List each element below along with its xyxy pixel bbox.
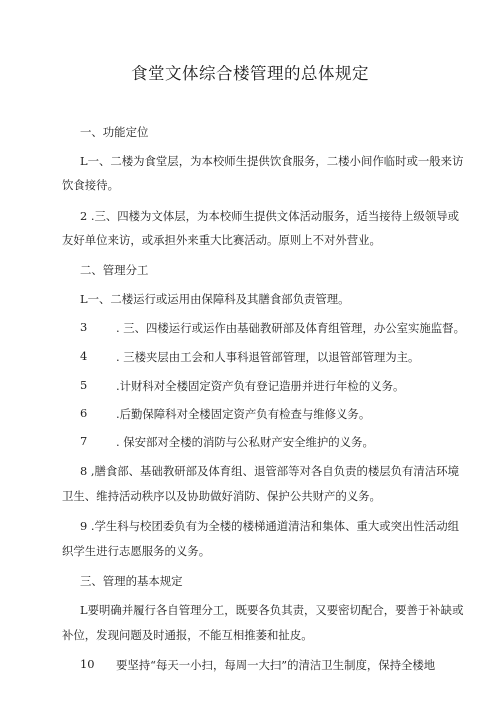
list-item-number: 5 bbox=[80, 378, 88, 392]
document-title: 食堂文体综合楼管理的总体规定 bbox=[131, 64, 369, 83]
paragraph-line: 9 .学生科与校团委负有为全楼的楼梯通道清洁和集体、重大或突出性活动组 bbox=[80, 519, 459, 533]
section-heading-division: 二、管理分工 bbox=[80, 263, 149, 277]
paragraph-line: 8 ,膳食部、基础教研部及体育组、退管部等对各自负责的楼层负有清洁环境 bbox=[80, 464, 459, 478]
list-item: . 保安部对全楼的消防与公私财产安全维护的义务。 bbox=[116, 435, 374, 449]
paragraph-line: 卫生、维持活动秩序以及协助做好消防、保护公共财产的义务。 bbox=[62, 489, 381, 503]
list-item-number: 10 bbox=[80, 657, 95, 671]
list-item: L一、二楼运行或运用由保障科及其膳食部负责管理。 bbox=[80, 292, 350, 306]
paragraph-line: 织学生进行志愿服务的义务。 bbox=[62, 544, 211, 558]
list-item-number: 7 bbox=[80, 434, 88, 448]
list-item-number: 6 bbox=[80, 406, 88, 420]
paragraph-line: L要明确并履行各自管理分工，既要各负其责，又要密切配合，要善于补缺或 bbox=[80, 603, 464, 617]
list-item: .计财科对全楼固定资产负有登记造册并进行年检的义务。 bbox=[116, 379, 405, 393]
section-heading-rules: 三、管理的基本规定 bbox=[80, 574, 183, 588]
list-item: .后勤保障科对全楼固定资产负有检查与维修义务。 bbox=[116, 407, 371, 421]
paragraph-line: 饮食接待。 bbox=[62, 178, 119, 192]
list-item: . 三楼夹层由工会和人事科退管部管理，以退管部管理为主。 bbox=[116, 350, 420, 364]
paragraph-line: 补位，发现问题及时通报，不能互相推萎和扯皮。 bbox=[62, 628, 313, 642]
paragraph-line: 2 .三、四楼为文体层，为本校师生提供文体活动服务，适当接待上级领导或 bbox=[80, 209, 459, 223]
paragraph-line: 友好单位来访，或承担外来重大比赛活动。原则上不对外营业。 bbox=[62, 233, 381, 247]
list-item-number: 3 bbox=[80, 320, 88, 334]
list-item: . 三、四楼运行或运作由基础教研部及体育组管理，办公室实施监督。 bbox=[116, 321, 465, 335]
paragraph-line: L一、二楼为食堂层，为本校师生提供饮食服务，二楼小间作临时或一般来访 bbox=[80, 154, 464, 168]
section-heading-function: 一、功能定位 bbox=[80, 125, 149, 139]
list-item-number: 4 bbox=[80, 349, 88, 363]
paragraph-line: 要坚持“每天一小扫，每周一大扫”的清洁卫生制度，保持全楼地 bbox=[116, 658, 436, 672]
